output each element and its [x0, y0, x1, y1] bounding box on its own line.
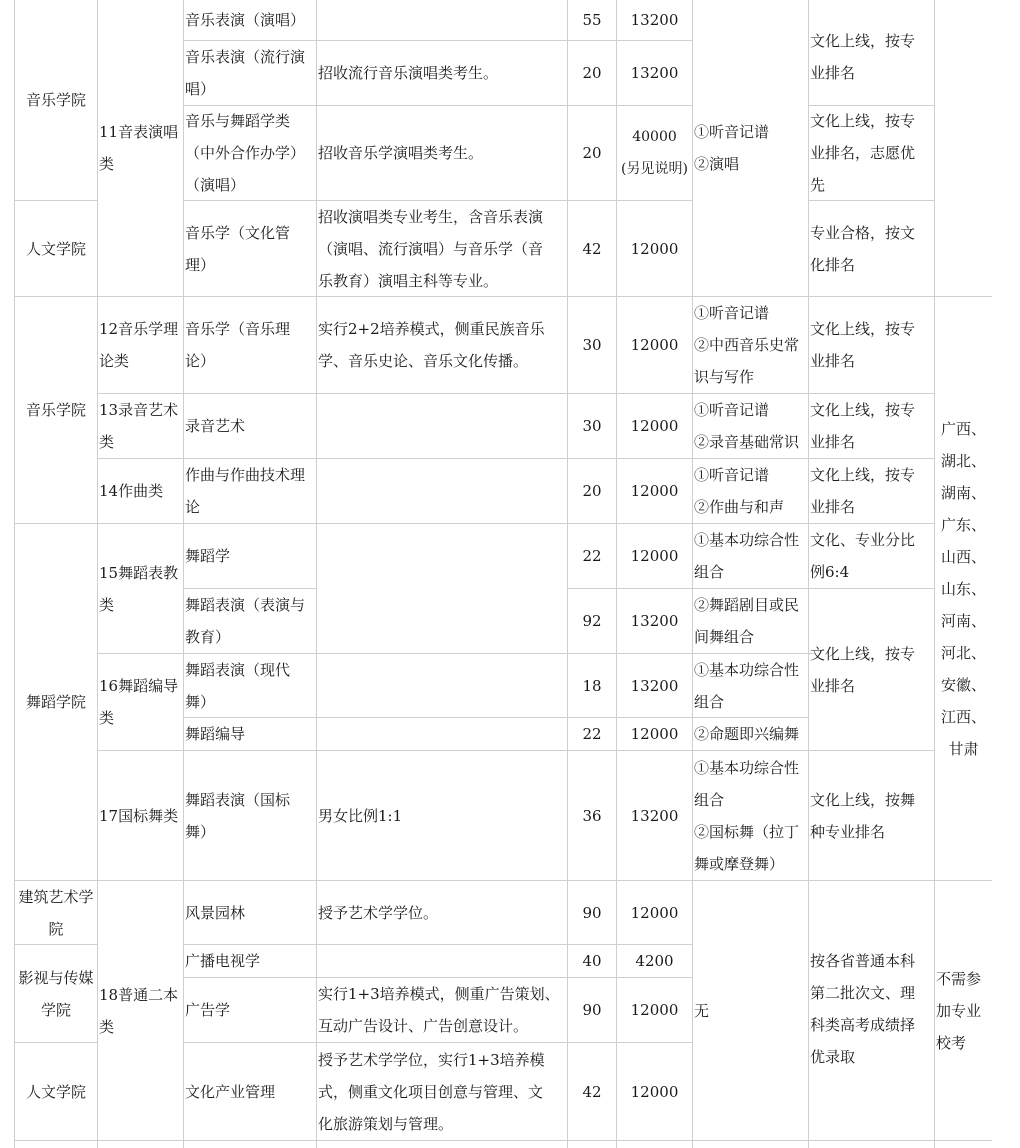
- rule-text: 业排名: [810, 676, 856, 695]
- rule-text: 业排名: [810, 498, 856, 516]
- enroll-text: 55: [582, 11, 602, 29]
- fee-text: 13200: [630, 64, 679, 82]
- note-text: 化旅游策划与管理。: [318, 1114, 454, 1133]
- enroll-cell: [568, 978, 616, 1042]
- fee-text: 12000: [630, 1082, 679, 1101]
- note-cell: [317, 41, 567, 105]
- enroll-cell: [568, 394, 616, 458]
- major-cell: [184, 394, 316, 458]
- major-text: 音乐与舞蹈学类: [185, 112, 291, 130]
- major-cell: [184, 297, 316, 393]
- fee-text: 12000: [630, 903, 679, 922]
- rule-text: 文化上线，按专: [810, 112, 916, 130]
- exam-cell: [693, 589, 808, 653]
- enroll-text: 20: [582, 482, 602, 500]
- exam-text: 无: [694, 1001, 710, 1020]
- category-text: 15舞蹈表教: [99, 563, 179, 582]
- enroll-text: 30: [582, 336, 602, 354]
- category-text: 13录音艺术: [99, 401, 179, 419]
- province-item: 广西、: [940, 419, 986, 438]
- major-text: 舞蹈编导: [185, 725, 246, 743]
- exam-text: 组合: [694, 563, 725, 581]
- college-text: 音乐学院: [25, 401, 86, 419]
- rule-cell: [809, 297, 934, 393]
- exam-text: ②国标舞（拉丁: [694, 822, 800, 841]
- note-text: 实行1+3培养模式，侧重广告策划、: [318, 985, 560, 1003]
- rule-cell: [809, 589, 934, 750]
- enroll-cell: [568, 106, 616, 200]
- major-text: 论）: [185, 352, 216, 370]
- exam-text: 间舞组合: [694, 628, 755, 646]
- college-cell: [15, 881, 97, 944]
- note-cell: [317, 881, 567, 944]
- category-text: 12音乐学理: [99, 320, 179, 338]
- enroll-text: 22: [582, 547, 602, 565]
- fee-cell: [617, 394, 692, 458]
- rule-text: 科类高考成绩择: [810, 1016, 916, 1034]
- grid-line: [14, 1140, 992, 1141]
- fee-note: (另见说明): [621, 161, 688, 177]
- enroll-cell: [568, 201, 616, 296]
- enroll-cell: [568, 297, 616, 393]
- major-cell: [184, 881, 316, 944]
- fee-cell: [617, 524, 692, 588]
- exam-cell: [693, 394, 808, 458]
- enroll-text: 92: [582, 612, 602, 630]
- rule-text: 种专业排名: [810, 822, 886, 841]
- fee-text: 12000: [630, 725, 679, 743]
- exam-text: ②命题即兴编舞: [694, 725, 800, 743]
- category-text: 14作曲类: [99, 482, 164, 500]
- enroll-cell: [568, 1043, 616, 1140]
- category-text: 类: [99, 1017, 115, 1036]
- rule-cell: [809, 945, 934, 1075]
- exam-cell: [693, 524, 808, 588]
- college-text: 影视与传媒: [18, 968, 94, 987]
- note-text: 男女比例1:1: [318, 806, 403, 825]
- fee-text: 12000: [630, 1001, 679, 1019]
- major-cell: [184, 0, 316, 40]
- rule-cell: [809, 524, 934, 588]
- rule-text: 业排名: [810, 63, 856, 82]
- province-item: 河北、: [940, 643, 986, 662]
- enroll-text: 90: [582, 903, 602, 922]
- category-text: 18普通二本: [99, 985, 179, 1004]
- rule-cell: [809, 106, 934, 200]
- category-cell: [98, 881, 183, 1140]
- category-text: 类: [99, 709, 115, 727]
- province-item: 山东、: [940, 579, 986, 598]
- major-text: 舞蹈表演（现代: [185, 660, 291, 679]
- enroll-cell: [568, 0, 616, 40]
- fee-cell: [617, 945, 692, 977]
- rule-text: 文化、专业分比: [810, 531, 916, 549]
- major-text: 舞蹈表演（表演与: [185, 596, 306, 614]
- note-cell: [317, 106, 567, 200]
- college-cell: [15, 945, 97, 1042]
- major-text: 广告学: [185, 1001, 231, 1019]
- province-item: 安徽、: [940, 675, 986, 694]
- college-text: 院: [48, 919, 64, 938]
- rule-cell: [809, 751, 934, 880]
- fee-cell: [617, 718, 692, 750]
- fee-cell: [617, 881, 692, 944]
- major-cell: [184, 106, 316, 200]
- area-text: 加专业: [936, 1001, 982, 1020]
- rule-cell: [809, 394, 934, 458]
- major-text: 教育）: [185, 628, 231, 646]
- college-text: 人文学院: [25, 1082, 86, 1101]
- note-text: 授予艺术学学位。: [318, 903, 439, 922]
- college-cell: [15, 297, 97, 523]
- note-cell: [317, 751, 567, 880]
- major-text: 音乐表演（流行演: [185, 48, 306, 66]
- province-list-cell: [935, 297, 992, 880]
- rule-text: 文化上线，按专: [810, 31, 916, 50]
- major-text: 风景园林: [185, 903, 246, 922]
- college-text: 学院: [40, 1000, 71, 1019]
- major-text: 作曲与作曲技术理: [185, 466, 306, 484]
- note-cell: [317, 978, 567, 1042]
- college-text: 人文学院: [25, 239, 86, 258]
- college-cell: [15, 201, 97, 296]
- enroll-cell: [568, 718, 616, 750]
- major-text: 唱）: [185, 80, 216, 98]
- exam-text: 舞或摩登舞）: [694, 854, 785, 873]
- category-text: 16舞蹈编导: [99, 677, 179, 695]
- enroll-cell: [568, 945, 616, 977]
- major-cell: [184, 589, 316, 653]
- fee-text: 12000: [630, 482, 679, 500]
- enroll-text: 40: [582, 952, 602, 970]
- enroll-cell: [568, 881, 616, 944]
- college-text: 音乐学院: [25, 91, 86, 109]
- fee-cell: [617, 106, 692, 200]
- note-text: 授予艺术学学位，实行1+3培养模: [318, 1050, 545, 1069]
- exam-text: ②作曲与和声: [694, 498, 785, 516]
- exam-text: ②中西音乐史常: [694, 336, 800, 354]
- enroll-cell: [568, 751, 616, 880]
- exam-text: ②录音基础常识: [694, 433, 800, 451]
- rule-text: 文化上线，按专: [810, 644, 916, 663]
- exam-text: ①听音记谱: [694, 466, 770, 484]
- major-cell: [184, 41, 316, 105]
- exam-text: ①基本功综合性: [694, 531, 800, 549]
- rule-text: 按各省普通本科: [810, 952, 916, 970]
- exam-text: ①听音记谱: [694, 401, 770, 419]
- major-cell: [184, 718, 316, 750]
- college-cell: [15, 1043, 97, 1140]
- major-text: 音乐学（音乐理: [185, 320, 291, 338]
- area-text: 不需参: [936, 969, 982, 988]
- major-cell: [184, 524, 316, 588]
- major-cell: [184, 978, 316, 1042]
- enroll-text: 30: [582, 417, 602, 435]
- fee-text: 13200: [630, 806, 679, 825]
- rule-text: 文化上线，按专: [810, 401, 916, 419]
- province-item: 江西、: [940, 707, 986, 726]
- major-text: 音乐表演（演唱）: [185, 11, 306, 29]
- category-cell: [98, 0, 183, 296]
- exam-text: 识与写作: [694, 368, 755, 386]
- college-cell: [15, 0, 97, 200]
- major-cell: [184, 751, 316, 880]
- category-cell: [98, 297, 183, 393]
- area-text: 校考: [936, 1033, 967, 1052]
- exam-text: ①基本功综合性: [694, 758, 800, 777]
- college-text: 建筑艺术学: [18, 887, 94, 906]
- major-text: （演唱）: [185, 176, 246, 194]
- fee-cell: [617, 297, 692, 393]
- rule-text: 化排名: [810, 255, 856, 274]
- exam-cell: [693, 718, 808, 750]
- rule-text: 专业合格，按文: [810, 223, 916, 242]
- enroll-text: 20: [582, 144, 602, 162]
- major-cell: [184, 1043, 316, 1140]
- enroll-text: 42: [582, 1082, 602, 1101]
- fee-text: 4200: [635, 952, 674, 970]
- major-text: 音乐学（文化管: [185, 223, 291, 242]
- exam-cell: [693, 654, 808, 717]
- major-text: （中外合作办学）: [185, 144, 306, 162]
- enroll-text: 20: [582, 64, 602, 82]
- province-item: 湖北、: [940, 451, 986, 470]
- enroll-text: 18: [582, 676, 602, 695]
- major-text: 舞蹈表演（国标: [185, 790, 291, 809]
- category-text: 11音表演唱: [99, 123, 179, 141]
- fee-text: 12000: [630, 336, 679, 354]
- note-cell: [317, 1043, 567, 1140]
- fee-cell: [617, 41, 692, 105]
- major-cell: [184, 459, 316, 523]
- note-text: 招收流行音乐演唱类考生。: [318, 64, 499, 82]
- major-cell: [184, 945, 316, 977]
- enroll-cell: [568, 41, 616, 105]
- fee-cell: [617, 1043, 692, 1140]
- note-text: 学、音乐史论、音乐文化传播。: [318, 352, 529, 370]
- rule-text: 先: [810, 176, 826, 194]
- major-text: 录音艺术: [185, 417, 246, 435]
- rule-text: 文化上线，按专: [810, 466, 916, 484]
- rule-cell: [809, 201, 934, 296]
- fee-text: 12000: [630, 417, 679, 435]
- province-item: 河南、: [940, 611, 986, 630]
- fee-text: 40000: [632, 129, 677, 145]
- rule-text: 业排名: [810, 352, 856, 370]
- fee-cell: [617, 589, 692, 653]
- province-item: 甘肃: [948, 739, 979, 758]
- rule-text: 文化上线，按专: [810, 320, 916, 338]
- fee-cell: [617, 459, 692, 523]
- enroll-cell: [568, 589, 616, 653]
- category-cell: [98, 751, 183, 880]
- major-text: 舞）: [185, 692, 216, 711]
- fee-text: 12000: [630, 547, 679, 565]
- fee-text: 13200: [630, 11, 679, 29]
- category-text: 论类: [99, 352, 130, 370]
- fee-text: 13200: [630, 612, 679, 630]
- major-text: 理）: [185, 255, 216, 274]
- rule-cell: [809, 8, 934, 105]
- college-cell: [15, 524, 97, 880]
- category-text: 类: [99, 595, 115, 614]
- category-cell: [98, 459, 183, 523]
- category-cell: [98, 524, 183, 653]
- exam-text: ②舞蹈剧目或民: [694, 596, 800, 614]
- exam-text: 组合: [694, 692, 725, 711]
- enroll-cell: [568, 654, 616, 717]
- fee-text: 12000: [630, 239, 679, 258]
- rule-text: 业排名: [810, 433, 856, 451]
- note-text: 式，侧重文化项目创意与管理、文: [318, 1082, 544, 1101]
- note-text: 互动广告设计、广告创意设计。: [318, 1017, 529, 1035]
- fee-cell: [617, 201, 692, 296]
- fee-text: 13200: [630, 676, 679, 695]
- major-text: 文化产业管理: [185, 1082, 276, 1101]
- fee-cell: [617, 978, 692, 1042]
- major-cell: [184, 654, 316, 717]
- category-text: 17国标舞类: [99, 806, 179, 825]
- note-text: 实行2+2培养模式，侧重民族音乐: [318, 320, 545, 338]
- exam-cell: [693, 0, 808, 296]
- rule-text: 例6:4: [810, 563, 850, 581]
- rule-text: 文化上线，按舞: [810, 790, 916, 809]
- province-item: 湖南、: [940, 483, 986, 502]
- exam-cell: [693, 459, 808, 523]
- enroll-text: 22: [582, 725, 602, 743]
- exam-cell: [693, 297, 808, 393]
- category-cell: [98, 394, 183, 458]
- exam-text: ②演唱: [694, 155, 740, 173]
- enroll-text: 36: [582, 806, 602, 825]
- rule-text: 业排名，志愿优: [810, 144, 916, 162]
- enroll-cell: [568, 459, 616, 523]
- category-cell: [98, 654, 183, 750]
- rule-text: 第二批次文、理: [810, 984, 916, 1002]
- fee-cell: [617, 751, 692, 880]
- note-text: 乐教育）演唱主科等专业。: [318, 271, 499, 290]
- major-text: 舞）: [185, 822, 216, 841]
- province-item: 广东、: [940, 515, 986, 534]
- rule-text: 优录取: [810, 1048, 856, 1066]
- enroll-text: 90: [582, 1001, 602, 1019]
- note-text: 招收演唱类专业考生，含音乐表演: [318, 207, 544, 226]
- enroll-text: 42: [582, 239, 602, 258]
- note-cell: [317, 201, 567, 296]
- major-text: 广播电视学: [185, 952, 261, 970]
- note-text: （演唱、流行演唱）与音乐学（音: [318, 239, 544, 258]
- exam-text: ①基本功综合性: [694, 660, 800, 679]
- exam-text: 组合: [694, 790, 725, 809]
- major-text: 舞蹈学: [185, 547, 231, 565]
- exam-cell: [693, 751, 808, 880]
- exam-text: ①听音记谱: [694, 123, 770, 141]
- major-cell: [184, 201, 316, 296]
- exam-cell: [693, 881, 808, 1140]
- major-text: 论: [185, 498, 201, 516]
- fee-cell: [617, 0, 692, 40]
- college-text: 舞蹈学院: [25, 693, 86, 711]
- fee-cell: [617, 654, 692, 717]
- category-text: 类: [99, 433, 115, 451]
- province-item: 山西、: [940, 547, 986, 566]
- enroll-cell: [568, 524, 616, 588]
- note-text: 招收音乐学演唱类考生。: [318, 144, 484, 162]
- area-cell: [935, 881, 992, 1140]
- category-text: 类: [99, 155, 115, 173]
- exam-text: ①听音记谱: [694, 304, 770, 322]
- note-cell: [317, 297, 567, 393]
- rule-cell: [809, 459, 934, 523]
